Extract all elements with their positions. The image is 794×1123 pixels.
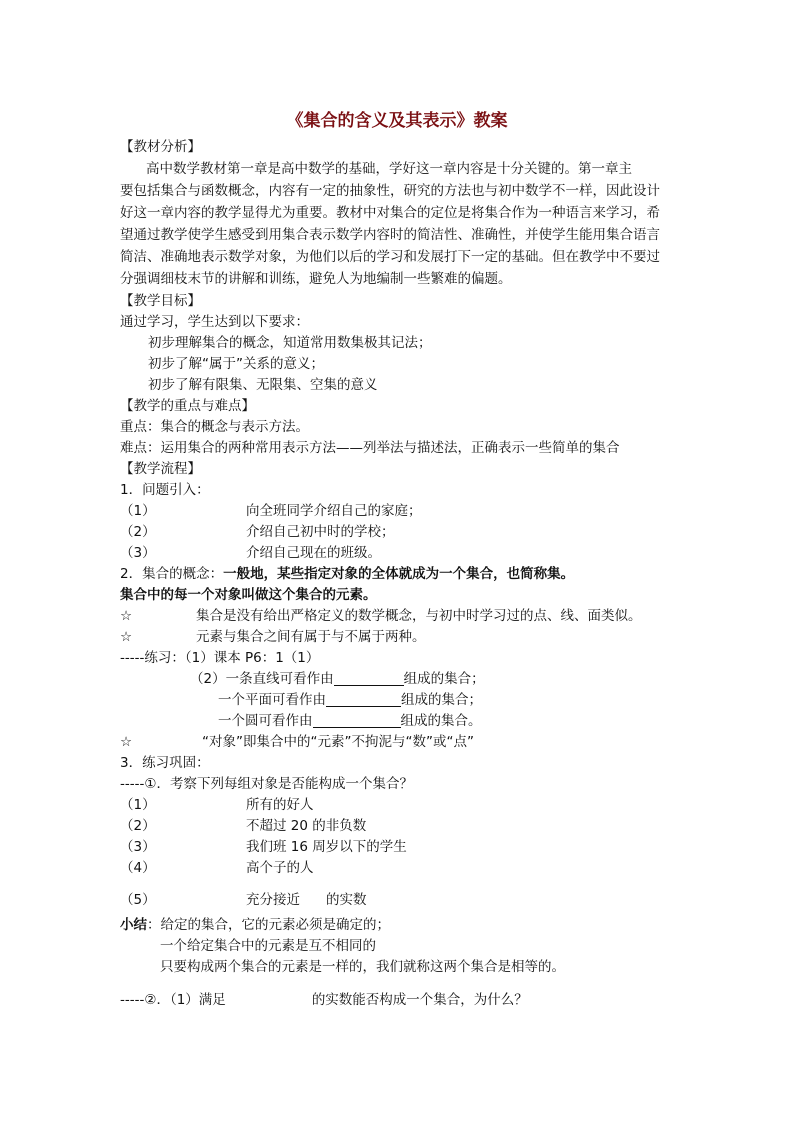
exercise-text: -----②．（1）满足 [120,992,226,1008]
paragraph-line: 分强调细枝末节的讲解和训练，避免人为地编制一些繁难的偏题。 [120,271,512,287]
goal-item: 初步了解“属于”关系的意义； [148,356,324,372]
question-text: 我们班 16 周岁以下的学生 [246,839,407,855]
step-2-line [120,565,574,583]
star-icon: ☆ [120,734,133,750]
goal-item: 初步了解有限集、无限集、空集的意义 [148,377,378,393]
exercise-line [218,691,482,709]
question-number: （3） [120,545,156,561]
note-text: 元素与集合之间有属于与不属于两种。 [196,629,426,645]
difficult-point: 难点：运用集合的两种常用表示方法——列举法与描述法，正确表示一些简单的集合 [120,440,620,456]
exercise-text: （2）一条直线可看作由 [190,671,334,687]
goal-item: 初步理解集合的概念，知道常用数集极其记法； [148,335,432,351]
exercise-line [120,991,528,1009]
step-2-prefix: 2．集合的概念： [120,566,224,582]
fill-blank [334,671,404,686]
fill-blank [326,692,401,707]
document-title: 《集合的含义及其表示》教案 [286,111,508,131]
paragraph-line: 要包括集合与函数概念，内容有一定的抽象性，研究的方法也与初中数学不一样，因此设计 [120,183,660,199]
question-text: 介绍自己初中时的学校； [246,524,395,540]
exercise-text: 组成的集合。 [400,713,482,729]
question-number: （4） [120,860,156,876]
section-heading-key-points: 【教学的重点与难点】 [120,398,255,414]
question-number: （3） [120,839,156,855]
set-definition: 一般地，某些指定对象的全体就成为一个集合，也简称集。 [223,566,575,582]
question-text: 向全班同学介绍自己的家庭； [246,503,422,519]
exercise-text: 组成的集合； [401,692,482,708]
question-text-part: 充分接近 [246,892,300,908]
summary-text: 只要构成两个集合的元素是一样的，我们就称这两个集合是相等的。 [160,959,565,975]
question-number: （1） [120,797,156,813]
question-text: 所有的好人 [246,797,314,813]
note-text: 集合是没有给出严格定义的数学概念，与初中时学习过的点、线、面类似。 [196,608,642,624]
question-number: （5） [120,892,156,908]
paragraph-line: 好这一章内容的教学显得尤为重要。教材中对集合的定位是将集合作为一种语言来学习，希 [120,205,660,221]
goals-intro: 通过学习，学生达到以下要求： [120,314,309,330]
summary-label: 小结 [120,917,147,933]
note-text: “对象”即集合中的“元素”不拘泥与“数”或“点” [202,734,474,750]
exercise-line: -----①．考察下列每组对象是否能构成一个集合？ [120,776,413,792]
question-text [246,891,367,909]
section-heading-teaching-goals: 【教学目标】 [120,293,201,309]
question-number: （1） [120,503,156,519]
paragraph-line: 简洁、准确地表示数学对象，为他们以后的学习和发展打下一定的基础。但在教学中不要过 [120,249,660,265]
star-icon: ☆ [120,629,133,645]
key-point: 重点：集合的概念与表示方法。 [120,419,309,435]
exercise-text: 组成的集合； [403,671,485,687]
question-text: 介绍自己现在的班级。 [246,545,381,561]
summary-line [120,916,390,934]
step-1-heading: 1．问题引入： [120,482,210,498]
question-text: 不超过 20 的非负数 [246,818,367,834]
exercise-line [190,670,485,688]
fill-blank [313,713,401,728]
summary-text: ：给定的集合，它的元素必须是确定的； [147,917,390,933]
question-number: （2） [120,524,156,540]
element-definition: 集合中的每一个对象叫做这个集合的元素。 [120,587,377,603]
exercise-text: 一个圆可看作由 [218,713,313,729]
star-icon: ☆ [120,608,133,624]
section-heading-teaching-process: 【教学流程】 [120,461,201,477]
question-text-part: 的实数 [326,892,367,908]
question-number: （2） [120,818,156,834]
exercise-text: 一个平面可看作由 [218,692,326,708]
exercise-line [218,712,482,730]
paragraph-line: 望通过教学使学生感受到用集合表示数学内容时的简洁性、准确性，并使学生能用集合语言 [120,227,660,243]
section-heading-textbook-analysis: 【教材分析】 [120,139,201,155]
step-3-heading: 3．练习巩固： [120,755,210,771]
question-text: 高个子的人 [246,860,314,876]
summary-text: 一个给定集合中的元素是互不相同的 [160,938,376,954]
exercise-text: 的实数能否构成一个集合，为什么？ [311,992,528,1008]
paragraph-line: 高中数学教材第一章是高中数学的基础，学好这一章内容是十分关键的。第一章主 [146,161,632,177]
exercise-line: -----练习：（1）课本 P6：1（1） [120,650,320,666]
